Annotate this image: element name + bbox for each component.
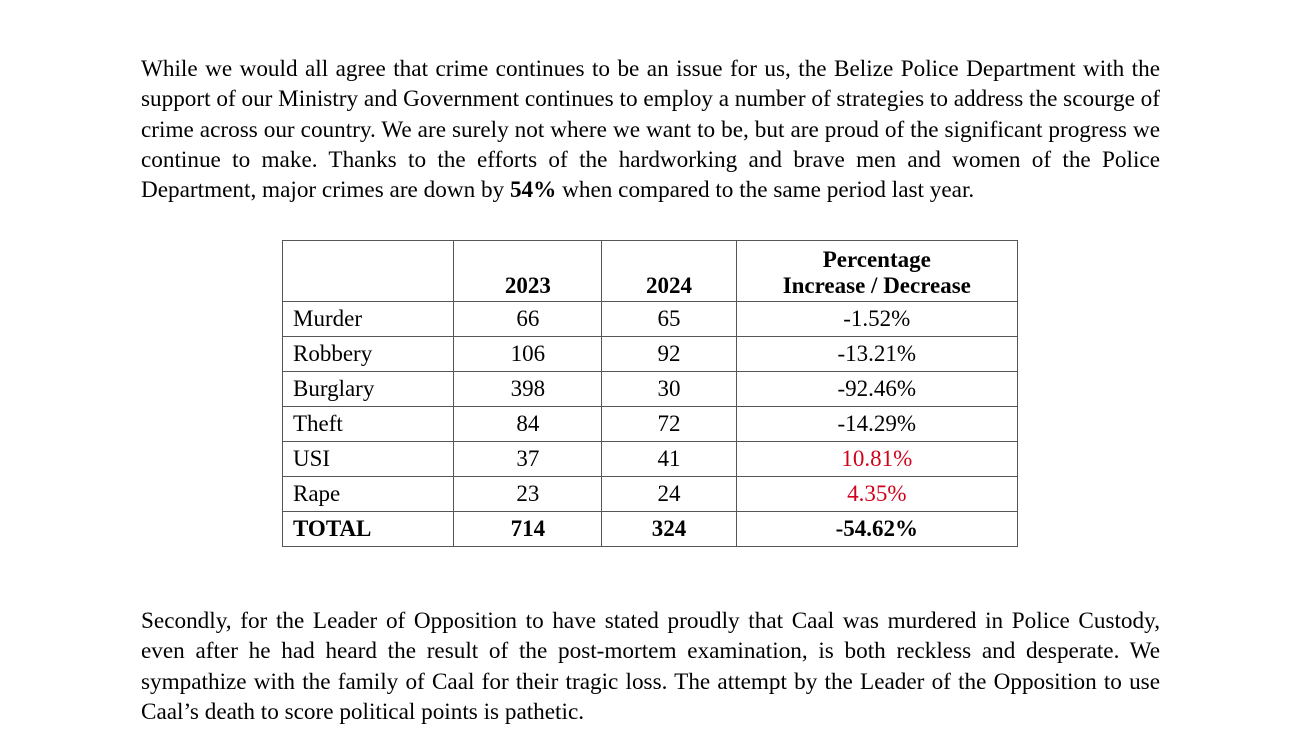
second-paragraph: Secondly, for the Leader of Opposition to have stated proudly that Caal was murdered in Police Custody, even after he had heard the result of the post-mortem examination, is both reckless and desperate. We sympathize with the family of Caal for their tragic loss. The attempt by the Leader of the Opposition to use Caal’s death to score political points is pathetic. (141, 608, 1160, 725)
decrease-percentage: 54% (509, 177, 557, 203)
table-row (283, 337, 1018, 372)
count-2023: 23 (454, 477, 602, 512)
table-row (283, 477, 1018, 512)
header-percentage-change (736, 241, 1017, 302)
percentage-change: -14.29% (736, 407, 1017, 442)
total-percentage-change: -54.62% (736, 512, 1017, 547)
header-percentage-line2: Increase / Decrease (782, 273, 971, 298)
total-2023: 714 (454, 512, 602, 547)
crime-name: Murder (283, 302, 454, 337)
total-2024: 324 (602, 512, 736, 547)
count-2023: 84 (454, 407, 602, 442)
intro-paragraph (141, 54, 1160, 205)
count-2024: 24 (602, 477, 736, 512)
table-total-row (283, 512, 1018, 547)
count-2024: 41 (602, 442, 736, 477)
count-2024: 92 (602, 337, 736, 372)
table-row (283, 302, 1018, 337)
count-2024: 72 (602, 407, 736, 442)
crime-name: Theft (283, 407, 454, 442)
percentage-change-increase: 10.81% (736, 442, 1017, 477)
percentage-change: -92.46% (736, 372, 1017, 407)
count-2024: 65 (602, 302, 736, 337)
crime-name: Robbery (283, 337, 454, 372)
crime-statistics-table (282, 240, 1018, 547)
header-2023: 2023 (454, 241, 602, 302)
count-2023: 398 (454, 372, 602, 407)
percentage-change: -1.52% (736, 302, 1017, 337)
intro-text: While we would all agree that crime continues to be an issue for us, the Belize Police Department with the support of our Ministry and Government continues to employ a number of strategies to address the scourge of crime across our country. We are surely not where we want to be, but are proud of the significant progress we continue to make. Thanks to the efforts of the hardworking and brave men and women of the Police Department, major crimes are down by (141, 56, 1160, 203)
count-2023: 37 (454, 442, 602, 477)
header-2024: 2024 (602, 241, 736, 302)
count-2023: 66 (454, 302, 602, 337)
table-row (283, 407, 1018, 442)
crime-name: Burglary (283, 372, 454, 407)
intro-text-end: when compared to the same period last year. (556, 177, 975, 203)
count-2023: 106 (454, 337, 602, 372)
header-crime (283, 241, 454, 302)
table-row (283, 372, 1018, 407)
total-label: TOTAL (283, 512, 454, 547)
percentage-change: -13.21% (736, 337, 1017, 372)
crime-name: USI (283, 442, 454, 477)
crime-name: Rape (283, 477, 454, 512)
table-header-row (283, 241, 1018, 302)
percentage-change-increase: 4.35% (736, 477, 1017, 512)
count-2024: 30 (602, 372, 736, 407)
header-percentage-line1: Percentage (822, 247, 931, 272)
table-row (283, 442, 1018, 477)
